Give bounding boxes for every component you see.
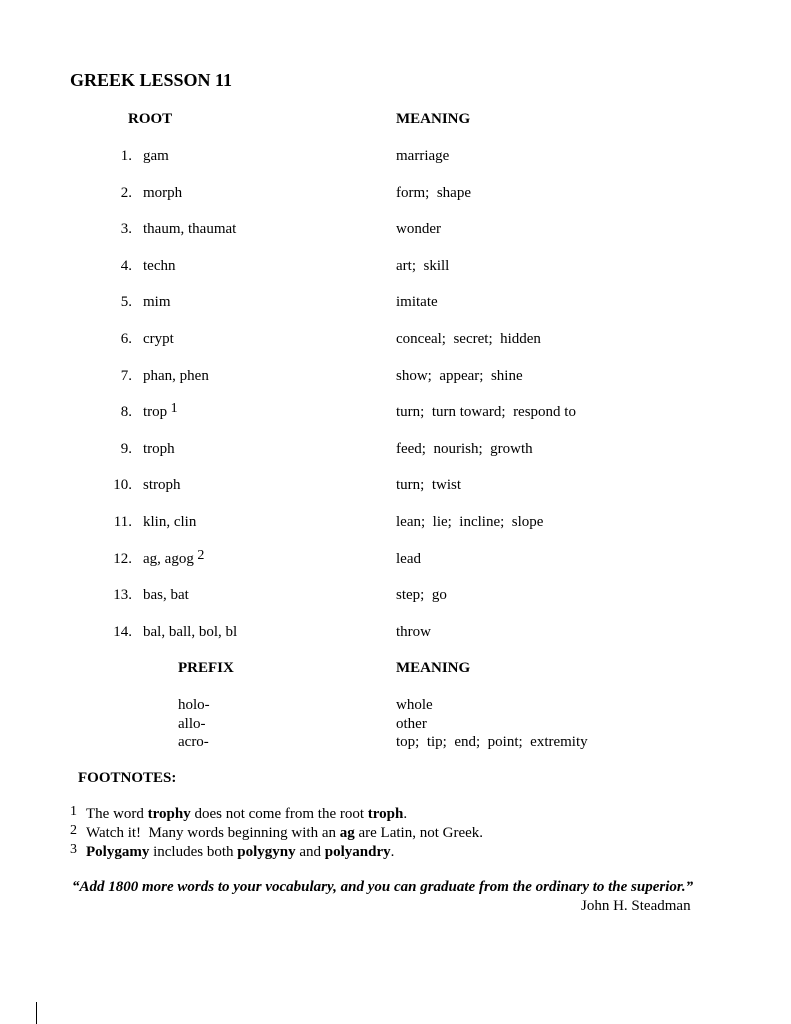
root-text: bal, ball, bol, bl [143, 624, 238, 640]
prefix-meaning: top; tip; end; point; extremity [396, 734, 588, 750]
root-row [108, 441, 175, 458]
root-meaning: step; go [396, 587, 447, 603]
root-meaning: art; skill [396, 258, 450, 274]
root-text: phan, phen [143, 368, 209, 384]
root-column-header: ROOT [128, 111, 173, 127]
meaning-column-header: MEANING [396, 111, 471, 127]
root-number: 13. [113, 587, 132, 603]
root-number: 2. [120, 185, 132, 201]
prefix-meaning-column-header: MEANING [396, 660, 471, 676]
root-number: 3. [120, 221, 132, 237]
root-meaning: imitate [396, 294, 438, 310]
root-text: techn [143, 258, 176, 274]
root-text: thaum, thaumat [143, 221, 237, 237]
footnote-number: 1 [70, 804, 77, 819]
root-number: 14. [113, 624, 132, 640]
root-row [108, 185, 183, 202]
root-row [108, 624, 238, 641]
root-text: morph [143, 185, 183, 201]
root-text: ag, agog $^2$ [143, 548, 205, 567]
footnote-item [70, 842, 395, 861]
root-row [108, 368, 209, 385]
root-number: 4. [120, 258, 132, 274]
root-row [108, 258, 176, 275]
root-number: 12. [113, 551, 132, 567]
root-meaning: turn; turn toward; respond to [396, 404, 576, 420]
closing-quote: “Add 1800 more words to your vocabulary, and you can graduate from the ordinary to the superior.” [72, 879, 694, 895]
prefix-meaning: other [396, 716, 427, 732]
root-row [108, 401, 178, 421]
root-number: 6. [120, 331, 132, 347]
footnote-item [70, 804, 408, 823]
root-meaning: marriage [396, 148, 450, 164]
root-row [108, 477, 181, 494]
root-number: 1. [120, 148, 132, 164]
footnote-text: The word trophy does not come from the root troph. [86, 806, 408, 822]
root-text: gam [143, 148, 169, 164]
root-meaning: lean; lie; incline; slope [396, 514, 544, 530]
footnote-marker: 1 [167, 401, 178, 416]
root-text: bas, bat [143, 587, 189, 603]
root-meaning: throw [396, 624, 431, 640]
page-title: GREEK LESSON 11 [70, 70, 233, 90]
prefix-meaning: whole [396, 697, 433, 713]
root-number: 8. [120, 404, 132, 420]
margin-mark [36, 1002, 37, 1024]
footnote-item [70, 823, 484, 842]
root-text: troph [143, 441, 175, 457]
root-row [108, 331, 174, 348]
root-row [108, 514, 197, 531]
root-meaning: feed; nourish; growth [396, 441, 533, 457]
root-row [108, 587, 189, 604]
root-number: 5. [120, 294, 132, 310]
root-text: crypt [143, 331, 174, 347]
root-row [108, 548, 205, 568]
root-number: 7. [120, 368, 132, 384]
prefix-column-header: PREFIX [178, 660, 234, 676]
root-row [108, 148, 169, 165]
quote-author: John H. Steadman [581, 898, 691, 914]
root-meaning: lead [396, 551, 421, 567]
footnote-text: Polygamy includes both polygyny and polyandry. [86, 844, 395, 860]
root-meaning: form; shape [396, 185, 471, 201]
root-row [108, 294, 171, 311]
root-text: trop $^1$ [143, 401, 178, 420]
root-text: klin, clin [143, 514, 197, 530]
root-meaning: conceal; secret; hidden [396, 331, 541, 347]
root-row [108, 221, 237, 238]
root-meaning: turn; twist [396, 477, 462, 493]
root-meaning: show; appear; shine [396, 368, 523, 384]
root-number: 9. [120, 441, 132, 457]
root-text: mim [143, 294, 171, 310]
prefix-text: acro- [178, 734, 209, 750]
root-number: 11. [113, 514, 132, 530]
root-number: 10. [113, 477, 132, 493]
footnote-marker: 2 [193, 548, 205, 563]
footnotes-header: FOOTNOTES: [78, 770, 177, 786]
root-text: stroph [143, 477, 181, 493]
prefix-text: allo- [178, 716, 206, 732]
footnote-number: 3 [70, 842, 77, 857]
prefix-text: holo- [178, 697, 210, 713]
footnote-number: 2 [70, 823, 77, 838]
footnote-text: Watch it! Many words beginning with an ag are Latin, not Greek. [86, 825, 484, 841]
root-meaning: wonder [396, 221, 441, 237]
